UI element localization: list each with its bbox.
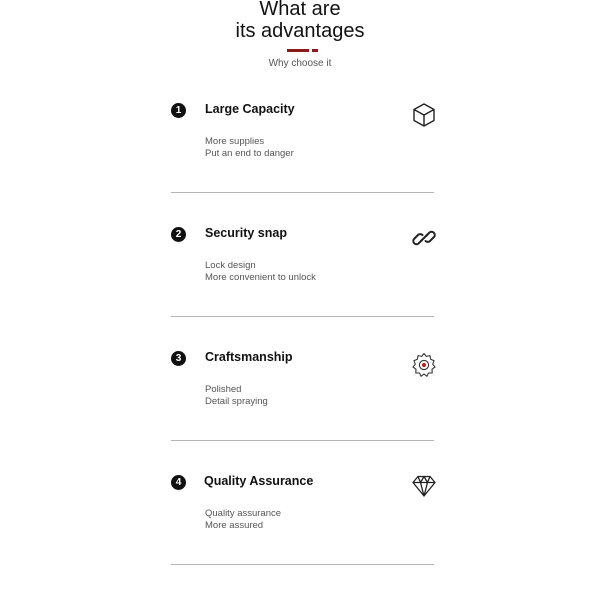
page-subtitle: Why choose it: [268, 58, 332, 69]
cube-icon: [411, 102, 437, 128]
item-description-line-1: Quality assurance: [205, 508, 282, 519]
item-title: Security snap: [205, 226, 287, 240]
page-title-line-1: What are: [259, 0, 341, 20]
advantage-item-security-snap: [171, 193, 434, 317]
item-description-line-1: More supplies: [205, 136, 265, 147]
item-description-line-1: Lock design: [205, 260, 256, 271]
item-description-line-2: More assured: [205, 520, 264, 531]
item-description-line-2: Detail spraying: [205, 396, 268, 407]
item-number-badge: 1: [171, 103, 186, 118]
item-description-line-2: More convenient to unlock: [205, 272, 316, 283]
item-divider: [171, 564, 434, 565]
advantage-item-large-capacity: [171, 69, 434, 193]
item-description-line-1: Polished: [205, 384, 242, 395]
diamond-icon: [411, 473, 437, 499]
page-title-line-2: its advantages: [235, 20, 365, 42]
advantage-item-craftsmanship: [171, 317, 434, 441]
advantage-item-quality-assurance: [171, 441, 434, 565]
item-number-badge: 3: [171, 351, 186, 366]
item-title: Large Capacity: [205, 102, 295, 116]
item-title: Craftsmanship: [205, 350, 293, 364]
item-number-badge: 4: [171, 475, 186, 490]
chain-link-icon: [411, 225, 437, 251]
item-description-line-2: Put an end to danger: [205, 148, 294, 159]
item-number-badge: 2: [171, 227, 186, 242]
title-accent-bar: [287, 49, 309, 52]
item-title: Quality Assurance: [204, 474, 314, 488]
gear-icon: [411, 352, 437, 378]
title-accent-dot: [312, 49, 318, 52]
